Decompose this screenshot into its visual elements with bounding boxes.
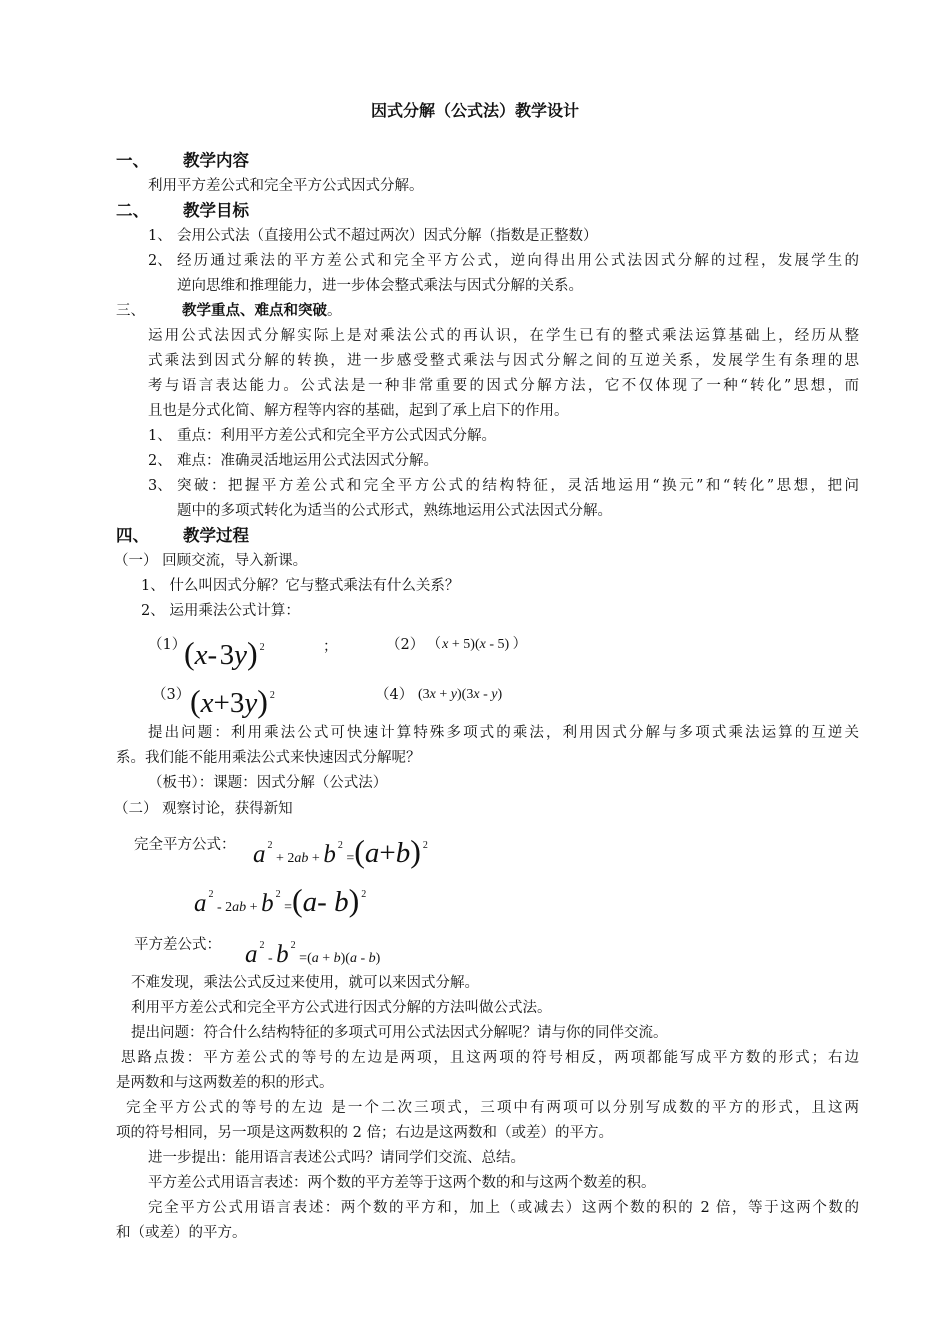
section-title: 教学内容 [183,151,249,170]
question-2: 2、 运用乘法公式计算： [141,603,300,619]
section-3-para-line-2: 式乘法到因式分解的转换，进一步感受整式乘法与因式分解之间的互逆关系，发展学生有条理的思 [148,353,859,369]
perfect-square-formula-1: a $^2$ + 2ab + b $^2$ =(a+b) $^2$ [253,833,428,869]
key-item-1-number: 1、 [148,428,172,444]
exercise-separator: ； [323,639,338,655]
key-item-3-line-2: 题中的多项式转化为适当的公式形式，熟练地运用公式法因式分解。 [177,503,612,519]
goal-item-2-line-1: 经历通过乘法的平方差公式和完全平方公式，逆向得出用公式法因式分解的过程，发展学生的 [177,253,859,269]
section-3-number: 三、 [116,303,145,319]
perfect-desc-line-2: 项的符号相同，另一项是这两数积的 2 倍；右边是这两数和（或差）的平方。 [116,1125,613,1141]
key-item-3-line-1: 突破：把握平方差公式和完全平方公式的结构特征，灵活地运用“换元”和“转化”思想，把问 [177,478,859,494]
goal-item-2-number: 2、 [148,253,172,269]
section-number: 二、 [116,201,149,220]
hint-line-1: 思路点拨：平方差公式的等号的左边是两项，且这两项的符号相反，两项都能写成平方数的形式；右边 [121,1050,859,1066]
board-note: （板书）：课题：因式分解（公式法） [148,775,388,791]
key-item-2: 难点：准确灵活地运用公式法因式分解。 [177,453,438,469]
problem-line-1: 提出问题：利用乘法公式可快速计算特殊多项式的乘法，利用因式分解与多项式乘法运算的互逆关 [148,725,859,741]
goal-item-1-number: 1、 [148,228,172,244]
exercise-2-formula: （ x + 5)(x - 5) ） [427,637,527,652]
exercise-2-label: （2） [386,637,425,653]
perfect-words-line-2: 和（或差）的平方。 [116,1225,247,1241]
section-3-para-line-3: 考与语言表达能力。公式法是一种非常重要的因式分解方法，它不仅体现了一种“转化”思想，而 [148,378,859,394]
perfect-words-line-1: 完全平方公式用语言表述：两个数的平方和，加上（或减去）这两个数的积的 2 倍，等于这两个数的 [148,1200,859,1216]
section-title: 教学过程 [183,526,249,545]
section-3-para-line-4: 且也是分式化简、解方程等内容的基础，起到了承上启下的作用。 [148,403,569,419]
question-1: 1、 什么叫因式分解？它与整式乘法有什么关系？ [141,578,460,594]
goal-item-2-line-2: 逆向思维和推理能力，进一步体会整式乘法与因式分解的关系。 [177,278,583,294]
section-number: 一、 [116,151,149,170]
perfect-square-formula-2: a $^2$ - 2ab + b $^2$ =(a- b) $^2$ [194,882,367,918]
exercise-1-formula: (x- 3y) $^2$ [184,635,265,671]
section-3-heading [182,301,342,321]
perfect-desc-line-1: 完全平方公式的等号的左边 是一个二次三项式，三项中有两项可以分别写成数的平方的形式，且这两 [126,1100,859,1116]
goal-item-1: 会用公式法（直接用公式不超过两次）因式分解（指数是正整数） [177,228,598,244]
part-2-heading: （二） 观察讨论，获得新知 [114,801,293,817]
key-item-2-number: 2、 [148,453,172,469]
page-title: 因式分解（公式法）教学设计 [370,101,579,120]
perfect-square-label: 完全平方公式： [134,837,236,853]
difference-squares-formula: a $^2$ - b $^2$ =(a + b)(a - b) [245,940,381,968]
definition-line: 利用平方差公式和完全平方公式进行因式分解的方法叫做公式法。 [131,1000,552,1016]
difference-words: 平方差公式用语言表述：两个数的平方差等于这两个数的和与这两个数差的积。 [148,1175,656,1191]
section-1-body: 利用平方差公式和完全平方公式因式分解。 [148,178,424,194]
problem-line-2: 系。我们能不能用乘法公式来快速因式分解呢？ [116,750,421,766]
exercise-4-label: （4） [375,687,414,703]
question-line: 提出问题：符合什么结构特征的多项式可用公式法因式分解呢？请与你的同伴交流。 [131,1025,668,1041]
section-title: 教学重点、难点和突破 [182,302,327,319]
section-number: 四、 [116,526,149,545]
hint-line-2: 是两数和与这两数差的积的形式。 [116,1075,334,1091]
heading-period: 。 [327,303,342,319]
section-title: 教学目标 [183,201,249,220]
exercise-4-formula: (3x + y)(3x - y) [418,687,503,702]
difference-squares-label: 平方差公式： [134,937,221,953]
key-item-3-number: 3、 [148,478,172,494]
exercise-1-label: （1） [148,637,187,653]
exercise-3-formula: (x+3y) $^2$ [190,683,275,719]
exercise-3-label: （3） [152,687,191,703]
section-3-para-line-1: 运用公式法因式分解实际上是对乘法公式的再认识，在学生已有的整式乘法运算基础上，经历从整 [148,328,859,344]
part-1-heading: （一） 回顾交流，导入新课。 [114,553,308,569]
key-item-1: 重点：利用平方差公式和完全平方公式因式分解。 [177,428,496,444]
further-question: 进一步提出：能用语言表述公式吗？请同学们交流、总结。 [148,1150,525,1166]
observation-line: 不难发现，乘法公式反过来使用，就可以来因式分解。 [131,975,479,991]
